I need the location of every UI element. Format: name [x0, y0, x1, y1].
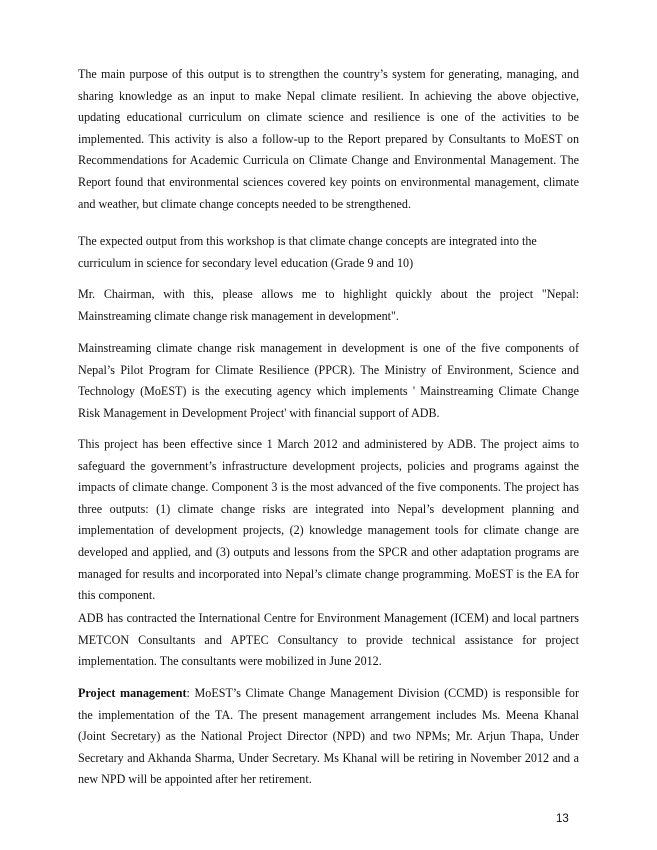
paragraph-project-effective: This project has been effective since 1 March 2012 and administered by ADB. The project aims to safeguard the government’s infrastructure development projects, policies and programs against the impacts of climate change. Component 3 is the most advanced of the five components. The project has three outputs: (1) climate change risks are integrated into Nepal’s development planning and implementation of development projects, (2) knowledge management tools for climate change are developed and applied, and (3) outputs and lessons from the SPCR and other adaptation programs are managed for results and incorporated into Nepal’s climate change programming. MoEST is the EA for this component. — [78, 437, 579, 603]
paragraph-project-management — [78, 683, 579, 791]
page-number: 13 — [556, 813, 569, 825]
paragraph-expected-output: The expected output from this workshop is that climate change concepts are integrated into the curriculum in science for secondary level education (Grade 9 and 10) — [78, 234, 537, 270]
paragraph-chairman: Mr. Chairman, with this, please allows me to highlight quickly about the project "Nepal: Mainstreaming climate change risk management in development". — [78, 287, 579, 323]
project-management-text: : MoEST’s Climate Change Management Division (CCMD) is responsible for the implementation of the TA. The present management arrangement includes Ms. Meena Khanal (Joint Secretary) as the National Project Director (NPD) and two NPMs; Mr. Arjun Thapa, Under Secretary and Akhanda Sharma, Under Secretary. Ms Khanal will be retiring in November 2012 and a new NPD will be appointed after her retirement. — [78, 686, 580, 787]
paragraph-adb-contract: ADB has contracted the International Centre for Environment Management (ICEM) and local partners METCON Consultants and APTEC Consultancy to provide technical assistance for project implementation. The consultants were mobilized in June 2012. — [78, 611, 579, 669]
project-management-heading: Project management — [78, 686, 187, 700]
paragraph-purpose: The main purpose of this output is to strengthen the country’s system for generating, managing, and sharing knowledge as an input to make Nepal climate resilient. In achieving the above objective, updating educational curriculum on climate science and resilience is one of the activities to be implemented. This activity is also a follow-up to the Report prepared by Consultants to MoEST on Recommendations for Academic Curricula on Climate Change and Environmental Management. The Report found that environmental sciences covered key points on environmental management, climate and weather, but climate change concepts needed to be strengthened. — [78, 67, 579, 211]
paragraph-mainstreaming: Mainstreaming climate change risk management in development is one of the five components of Nepal’s Pilot Program for Climate Resilience (PPCR). The Ministry of Environment, Science and Technology (MoEST) is the executing agency which implements ' Mainstreaming Climate Change Risk Management in Development Project' with financial support of ADB. — [78, 341, 579, 420]
